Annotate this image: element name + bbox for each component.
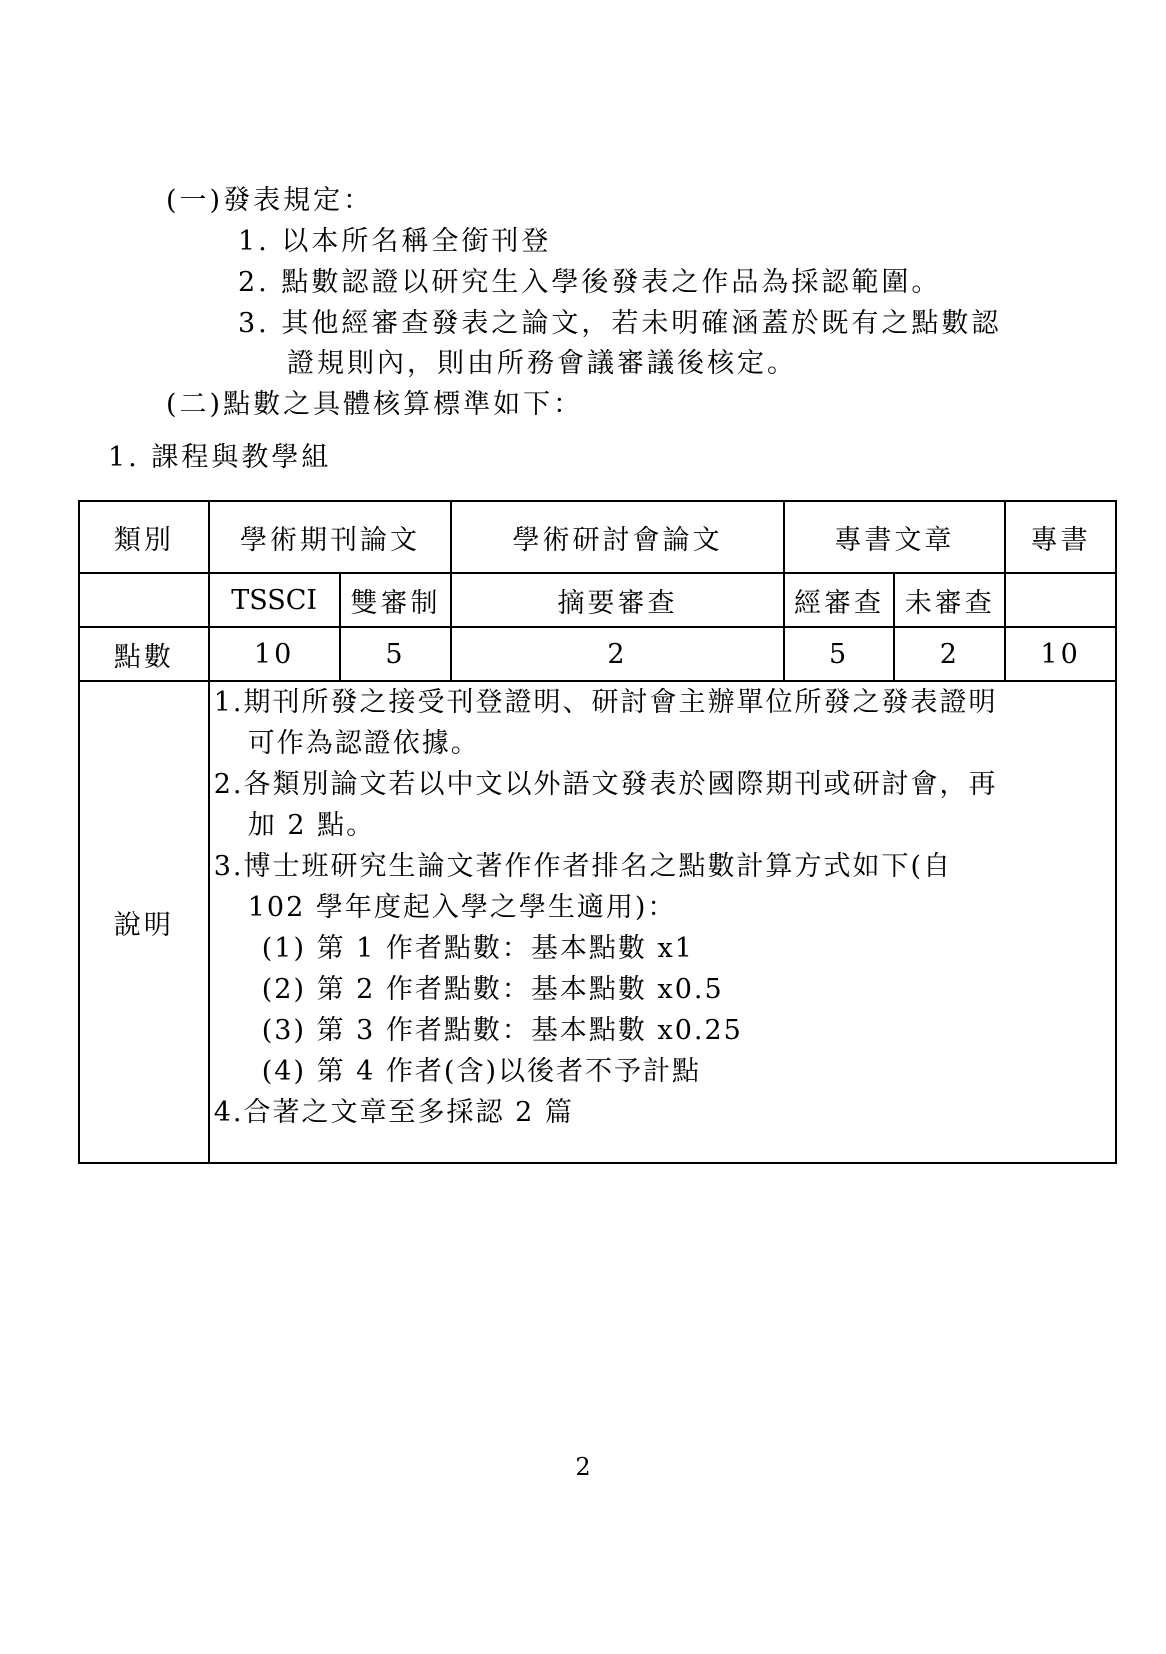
table-description-row: [79, 681, 1116, 1163]
subheader-tssci: TSSCI: [209, 573, 340, 627]
group-title: 1. 課程與教學組: [108, 442, 332, 473]
description-line-2: 可作為認證依據。: [247, 728, 480, 759]
header-conference: 學術研討會論文: [451, 501, 783, 573]
description-line-8: (2) 第 2 作者點數：基本點數 x0.5: [261, 974, 724, 1005]
points-table: [78, 500, 1117, 1164]
points-not-reviewed: 2: [894, 627, 1005, 681]
subheader-empty-left: [79, 573, 209, 627]
points-abstract-review: 2: [451, 627, 783, 681]
table-points-row: [79, 627, 1116, 681]
points-book: 10: [1005, 627, 1116, 681]
description-label: 說明: [79, 681, 209, 1163]
points-reviewed: 5: [784, 627, 895, 681]
points-double-review: 5: [340, 627, 452, 681]
section-one-heading: (一)發表規定：: [166, 185, 374, 216]
description-line-6: 102 學年度起入學之學生適用)：: [247, 892, 677, 923]
table-header-row: [79, 501, 1116, 573]
description-content: [209, 681, 1116, 1163]
header-chapter: 專書文章: [784, 501, 1006, 573]
subheader-abstract-review: 摘要審查: [451, 573, 783, 627]
description-line-10: (4) 第 4 作者(含)以後者不予計點: [261, 1056, 701, 1087]
subheader-reviewed: 經審查: [784, 573, 895, 627]
description-line-11: 4.合著之文章至多採認 2 篇: [213, 1097, 574, 1128]
description-line-1: 1.期刊所發之接受刊登證明、研討會主辦單位所發之發表證明: [213, 687, 998, 718]
subheader-empty-right: [1005, 573, 1116, 627]
description-line-3: 2.各類別論文若以中文以外語文發表於國際期刊或研討會，再: [213, 769, 998, 800]
description-line-5: 3.博士班研究生論文著作作者排名之點數計算方式如下(自: [213, 851, 953, 882]
header-journal: 學術期刊論文: [209, 501, 452, 573]
page-number: 2: [575, 1453, 591, 1481]
table-subheader-row: [79, 573, 1116, 627]
description-line-4: 加 2 點。: [247, 810, 376, 841]
description-line-9: (3) 第 3 作者點數：基本點數 x0.25: [261, 1015, 743, 1046]
section-one-item-3: 3. 其他經審查發表之論文，若未明確涵蓋於既有之點數認: [238, 308, 1002, 339]
points-label: 點數: [79, 627, 209, 681]
points-tssci: 10: [209, 627, 340, 681]
section-one-item-1: 1. 以本所名稱全銜刊登: [238, 226, 552, 257]
subheader-double-review: 雙審制: [340, 573, 452, 627]
subheader-not-reviewed: 未審查: [894, 573, 1005, 627]
section-two-heading: (二)點數之具體核算標準如下：: [166, 389, 584, 420]
section-one-item-2: 2. 點數認證以研究生入學後發表之作品為採認範圍。: [238, 267, 942, 298]
header-category: 類別: [79, 501, 209, 573]
header-book: 專書: [1005, 501, 1116, 573]
description-line-7: (1) 第 1 作者點數：基本點數 x1: [261, 933, 694, 964]
section-one-item-3-cont: 證規則內，則由所務會議審議後核定。: [287, 348, 797, 379]
